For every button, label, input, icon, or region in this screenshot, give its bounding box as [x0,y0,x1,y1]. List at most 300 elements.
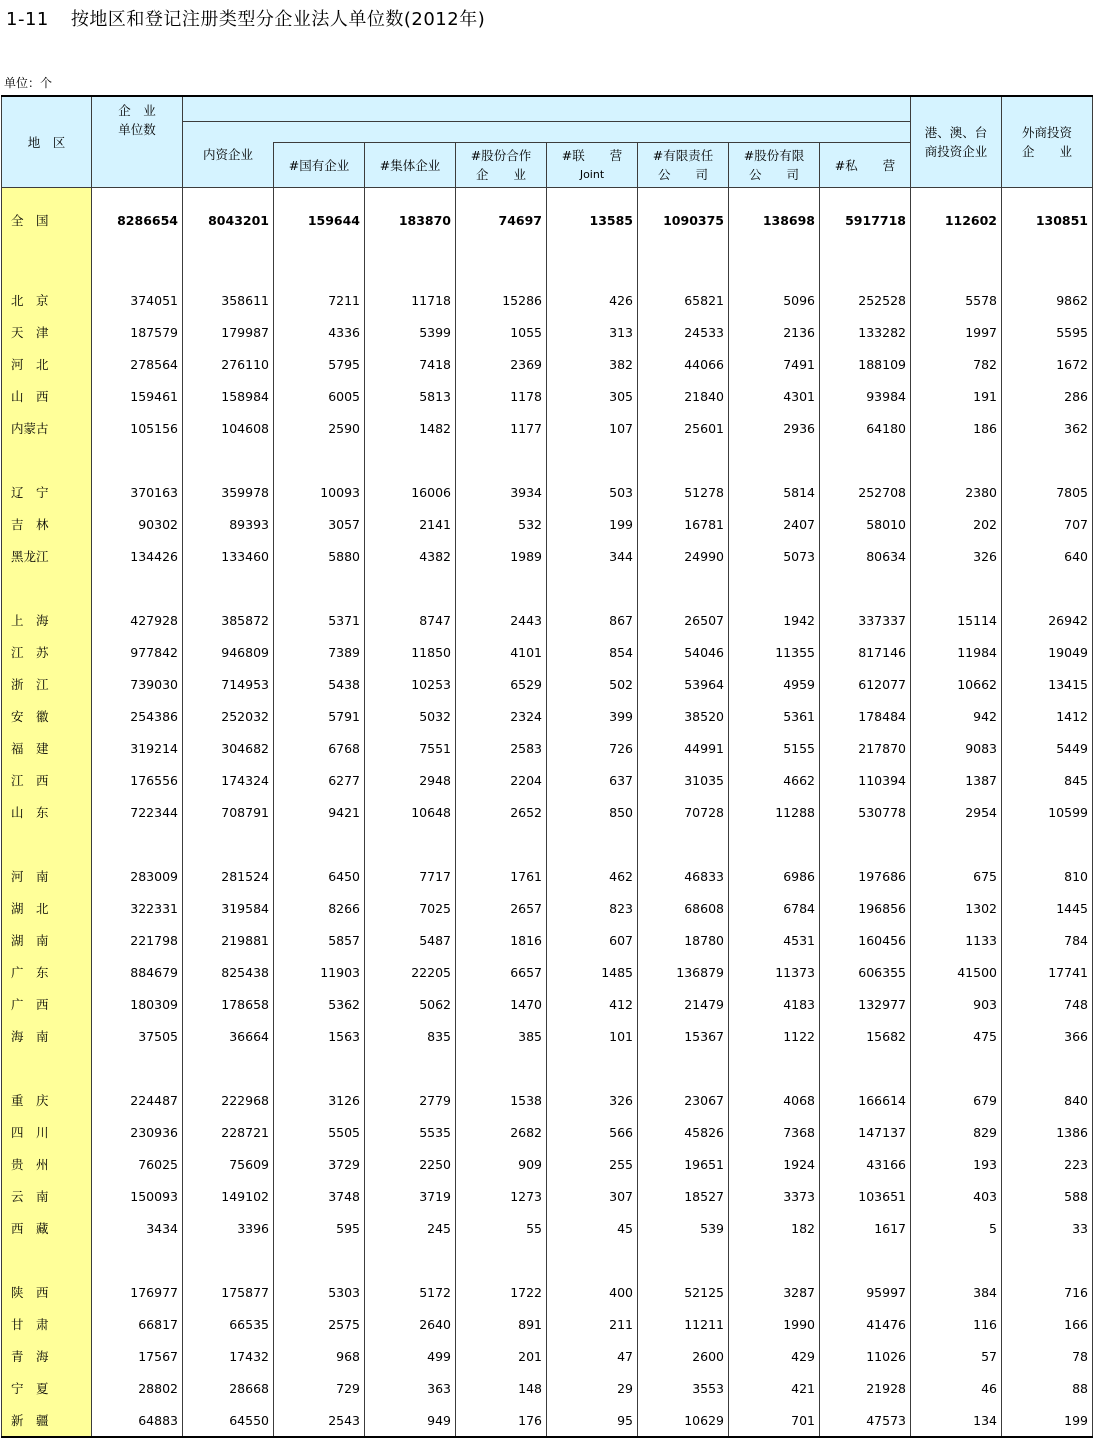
empty-cell [92,252,183,284]
value-cell: 105156 [92,412,183,444]
value-cell: 782 [911,348,1002,380]
header-domestic: 内资企业 [183,122,274,188]
value-cell: 739030 [92,668,183,700]
value-cell: 46833 [638,860,729,892]
region-cell-empty [2,828,92,860]
value-cell: 835 [365,1020,456,1052]
value-cell: 595 [274,1212,365,1244]
empty-cell [820,252,911,284]
value-cell: 337337 [820,604,911,636]
empty-cell [92,444,183,476]
data-table-container [1,95,1092,1438]
value-cell: 23067 [638,1084,729,1116]
value-cell: 11288 [729,796,820,828]
table-row [2,508,1093,540]
header-joint-line1: #联 营 [561,148,623,163]
value-cell: 374051 [92,284,183,316]
value-cell: 58010 [820,508,911,540]
value-cell: 149102 [183,1180,274,1212]
value-cell: 9083 [911,732,1002,764]
value-cell: 5880 [274,540,365,572]
value-cell: 1761 [456,860,547,892]
value-cell: 1412 [1002,700,1093,732]
value-cell: 4531 [729,924,820,956]
value-cell: 41500 [911,956,1002,988]
value-cell: 427928 [92,604,183,636]
table-row [2,668,1093,700]
header-cooperative [456,143,547,188]
value-cell: 17567 [92,1340,183,1372]
empty-cell [365,1052,456,1084]
spacer-row [2,1052,1093,1084]
value-cell: 5449 [1002,732,1093,764]
value-cell: 66817 [92,1308,183,1340]
value-cell: 400 [547,1276,638,1308]
value-cell: 344 [547,540,638,572]
table-row [2,348,1093,380]
header-share-line1: #股份有限 [743,148,805,163]
empty-cell [274,828,365,860]
value-cell: 221798 [92,924,183,956]
value-cell: 19651 [638,1148,729,1180]
empty-cell [183,1052,274,1084]
value-cell: 2250 [365,1148,456,1180]
value-cell: 729 [274,1372,365,1404]
header-llc [638,143,729,188]
empty-cell [729,1244,820,1276]
value-cell: 854 [547,636,638,668]
value-cell: 2936 [729,412,820,444]
value-cell: 158984 [183,380,274,412]
value-cell: 180309 [92,988,183,1020]
region-cell: 浙 江 [2,668,92,700]
empty-cell [183,1244,274,1276]
value-cell: 326 [547,1084,638,1116]
empty-cell [1002,1052,1093,1084]
value-cell: 44066 [638,348,729,380]
value-cell: 977842 [92,636,183,668]
value-cell: 845 [1002,764,1093,796]
value-cell: 6784 [729,892,820,924]
value-cell: 13415 [1002,668,1093,700]
value-cell: 1997 [911,316,1002,348]
value-cell: 64883 [92,1404,183,1437]
value-cell: 2407 [729,508,820,540]
value-cell: 1273 [456,1180,547,1212]
value-cell: 89393 [183,508,274,540]
value-cell: 7368 [729,1116,820,1148]
empty-cell [456,444,547,476]
header-collective: #集体企业 [365,143,456,188]
region-cell: 广 东 [2,956,92,988]
region-cell: 湖 南 [2,924,92,956]
value-cell: 7211 [274,284,365,316]
value-cell: 503 [547,476,638,508]
value-cell: 133460 [183,540,274,572]
value-cell: 7717 [365,860,456,892]
value-cell: 6005 [274,380,365,412]
value-cell: 891 [456,1308,547,1340]
value-cell: 884679 [92,956,183,988]
empty-cell [183,828,274,860]
value-cell: 949 [365,1404,456,1437]
value-cell: 66535 [183,1308,274,1340]
value-cell: 4068 [729,1084,820,1116]
value-cell: 223 [1002,1148,1093,1180]
empty-cell [638,252,729,284]
value-cell: 178484 [820,700,911,732]
value-cell: 903 [911,988,1002,1020]
value-cell: 5371 [274,604,365,636]
value-cell: 829 [911,1116,1002,1148]
empty-cell [365,252,456,284]
value-cell: 5595 [1002,316,1093,348]
value-cell: 104608 [183,412,274,444]
header-llc-line2: 公 司 [657,167,708,182]
region-cell: 青 海 [2,1340,92,1372]
value-cell: 366 [1002,1020,1093,1052]
value-cell: 187579 [92,316,183,348]
value-cell: 38520 [638,700,729,732]
value-cell: 116 [911,1308,1002,1340]
empty-cell [183,444,274,476]
region-cell: 吉 林 [2,508,92,540]
table-row [2,540,1093,572]
value-cell: 176977 [92,1276,183,1308]
value-cell: 370163 [92,476,183,508]
value-cell: 7491 [729,348,820,380]
value-cell: 637 [547,764,638,796]
value-cell: 707 [1002,508,1093,540]
value-cell: 607 [547,924,638,956]
page-title [6,5,485,31]
value-cell: 5362 [274,988,365,1020]
region-cell: 河 南 [2,860,92,892]
value-cell: 2136 [729,316,820,348]
value-cell: 78 [1002,1340,1093,1372]
value-cell: 112602 [911,188,1002,253]
value-cell: 726 [547,732,638,764]
value-cell: 55 [456,1212,547,1244]
value-cell: 421 [729,1372,820,1404]
value-cell: 6986 [729,860,820,892]
value-cell: 197686 [820,860,911,892]
value-cell: 5 [911,1212,1002,1244]
value-cell: 31035 [638,764,729,796]
table-row [2,636,1093,668]
empty-cell [274,252,365,284]
value-cell: 1482 [365,412,456,444]
value-cell: 252708 [820,476,911,508]
value-cell: 33 [1002,1212,1093,1244]
value-cell: 283009 [92,860,183,892]
value-cell: 74697 [456,188,547,253]
region-cell: 重 庆 [2,1084,92,1116]
unit-label: 单位：个 [4,76,53,90]
value-cell: 1445 [1002,892,1093,924]
value-cell: 714953 [183,668,274,700]
empty-cell [911,572,1002,604]
value-cell: 37505 [92,1020,183,1052]
value-cell: 51278 [638,476,729,508]
region-cell: 辽 宁 [2,476,92,508]
value-cell: 2141 [365,508,456,540]
value-cell: 228721 [183,1116,274,1148]
value-cell: 70728 [638,796,729,828]
value-cell: 10629 [638,1404,729,1437]
value-cell: 1090375 [638,188,729,253]
value-cell: 201 [456,1340,547,1372]
value-cell: 21928 [820,1372,911,1404]
table-row [2,476,1093,508]
value-cell: 255 [547,1148,638,1180]
value-cell: 199 [547,508,638,540]
value-cell: 3396 [183,1212,274,1244]
value-cell: 21479 [638,988,729,1020]
value-cell: 3287 [729,1276,820,1308]
empty-cell [456,252,547,284]
value-cell: 254386 [92,700,183,732]
empty-cell [365,828,456,860]
value-cell: 784 [1002,924,1093,956]
region-cell: 云 南 [2,1180,92,1212]
value-cell: 196856 [820,892,911,924]
empty-cell [1002,572,1093,604]
value-cell: 1133 [911,924,1002,956]
value-cell: 11850 [365,636,456,668]
value-cell: 28668 [183,1372,274,1404]
table-row [2,604,1093,636]
empty-cell [638,572,729,604]
value-cell: 136879 [638,956,729,988]
value-cell: 968 [274,1340,365,1372]
header-joint [547,143,638,188]
value-cell: 4336 [274,316,365,348]
value-cell: 193 [911,1148,1002,1180]
header-cooperative-line1: #股份合作 [470,148,532,163]
header-share [729,143,820,188]
region-cell: 贵 州 [2,1148,92,1180]
empty-cell [911,444,1002,476]
table-row [2,924,1093,956]
value-cell: 3719 [365,1180,456,1212]
value-cell: 166 [1002,1308,1093,1340]
header-hmt-line2: 商投资企业 [924,144,988,159]
value-cell: 1302 [911,892,1002,924]
value-cell: 45826 [638,1116,729,1148]
empty-cell [638,1052,729,1084]
region-cell: 福 建 [2,732,92,764]
empty-cell [547,1244,638,1276]
value-cell: 3126 [274,1084,365,1116]
value-cell: 5399 [365,316,456,348]
table-row [2,1180,1093,1212]
value-cell: 701 [729,1404,820,1437]
header-share-line2: 公 司 [748,167,799,182]
value-cell: 2954 [911,796,1002,828]
empty-cell [92,828,183,860]
value-cell: 36664 [183,1020,274,1052]
value-cell: 359978 [183,476,274,508]
value-cell: 16006 [365,476,456,508]
value-cell: 150093 [92,1180,183,1212]
value-cell: 2369 [456,348,547,380]
value-cell: 53964 [638,668,729,700]
value-cell: 179987 [183,316,274,348]
value-cell: 202 [911,508,1002,540]
region-cell: 陕 西 [2,1276,92,1308]
empty-cell [1002,828,1093,860]
empty-cell [183,572,274,604]
header-blank-band [183,96,911,122]
value-cell: 612077 [820,668,911,700]
empty-cell [365,572,456,604]
value-cell: 1538 [456,1084,547,1116]
value-cell: 1387 [911,764,1002,796]
empty-cell [638,444,729,476]
empty-cell [92,572,183,604]
value-cell: 1989 [456,540,547,572]
value-cell: 26507 [638,604,729,636]
table-row [2,1340,1093,1372]
spacer-row [2,1244,1093,1276]
value-cell: 4662 [729,764,820,796]
value-cell: 5813 [365,380,456,412]
spacer-row [2,252,1093,284]
value-cell: 138698 [729,188,820,253]
region-cell: 上 海 [2,604,92,636]
value-cell: 8286654 [92,188,183,253]
value-cell: 3553 [638,1372,729,1404]
value-cell: 429 [729,1340,820,1372]
value-cell: 825438 [183,956,274,988]
value-cell: 426 [547,284,638,316]
empty-cell [1002,252,1093,284]
value-cell: 475 [911,1020,1002,1052]
table-row [2,1116,1093,1148]
value-cell: 1122 [729,1020,820,1052]
value-cell: 47573 [820,1404,911,1437]
value-cell: 3434 [92,1212,183,1244]
value-cell: 2443 [456,604,547,636]
region-cell-empty [2,444,92,476]
value-cell: 530778 [820,796,911,828]
value-cell: 384 [911,1276,1002,1308]
table-row [2,1308,1093,1340]
value-cell: 132977 [820,988,911,1020]
region-cell: 全 国 [2,188,92,253]
value-cell: 6450 [274,860,365,892]
header-cooperative-line2: 企 业 [475,167,526,182]
value-cell: 16781 [638,508,729,540]
value-cell: 175877 [183,1276,274,1308]
value-cell: 10599 [1002,796,1093,828]
value-cell: 823 [547,892,638,924]
value-cell: 133282 [820,316,911,348]
value-cell: 15114 [911,604,1002,636]
value-cell: 281524 [183,860,274,892]
empty-cell [274,572,365,604]
value-cell: 5361 [729,700,820,732]
value-cell: 909 [456,1148,547,1180]
value-cell: 176556 [92,764,183,796]
value-cell: 18780 [638,924,729,956]
empty-cell [274,1052,365,1084]
region-cell: 内蒙古 [2,412,92,444]
header-region: 地 区 [2,96,92,188]
value-cell: 7805 [1002,476,1093,508]
table-row [2,1020,1093,1052]
value-cell: 4959 [729,668,820,700]
value-cell: 5535 [365,1116,456,1148]
header-enterprise-count [92,96,183,188]
region-cell: 海 南 [2,1020,92,1052]
value-cell: 403 [911,1180,1002,1212]
value-cell: 64550 [183,1404,274,1437]
value-cell: 10662 [911,668,1002,700]
empty-cell [911,1244,1002,1276]
value-cell: 5791 [274,700,365,732]
region-cell: 山 东 [2,796,92,828]
value-cell: 307 [547,1180,638,1212]
value-cell: 3934 [456,476,547,508]
value-cell: 7025 [365,892,456,924]
value-cell: 6768 [274,732,365,764]
value-cell: 2543 [274,1404,365,1437]
table-row [2,1276,1093,1308]
value-cell: 1672 [1002,348,1093,380]
value-cell: 810 [1002,860,1093,892]
value-cell: 4101 [456,636,547,668]
value-cell: 80634 [820,540,911,572]
value-cell: 75609 [183,1148,274,1180]
value-cell: 817146 [820,636,911,668]
value-cell: 3748 [274,1180,365,1212]
value-cell: 230936 [92,1116,183,1148]
header-foreign [1002,96,1093,188]
region-cell: 宁 夏 [2,1372,92,1404]
table-row [2,1404,1093,1437]
region-cell: 四 川 [2,1116,92,1148]
table-number: 1-11 [6,9,49,30]
table-row [2,412,1093,444]
value-cell: 3373 [729,1180,820,1212]
value-cell: 64180 [820,412,911,444]
header-private: #私 营 [820,143,911,188]
value-cell: 313 [547,316,638,348]
value-cell: 17432 [183,1340,274,1372]
value-cell: 2640 [365,1308,456,1340]
value-cell: 147137 [820,1116,911,1148]
value-cell: 5172 [365,1276,456,1308]
value-cell: 11026 [820,1340,911,1372]
value-cell: 326 [911,540,1002,572]
value-cell: 11718 [365,284,456,316]
value-cell: 399 [547,700,638,732]
value-cell: 1485 [547,956,638,988]
value-cell: 21840 [638,380,729,412]
value-cell: 7389 [274,636,365,668]
value-cell: 1816 [456,924,547,956]
value-cell: 10093 [274,476,365,508]
value-cell: 7551 [365,732,456,764]
value-cell: 5578 [911,284,1002,316]
value-cell: 412 [547,988,638,1020]
value-cell: 2652 [456,796,547,828]
value-cell: 1924 [729,1148,820,1180]
table-row [2,1148,1093,1180]
value-cell: 166614 [820,1084,911,1116]
